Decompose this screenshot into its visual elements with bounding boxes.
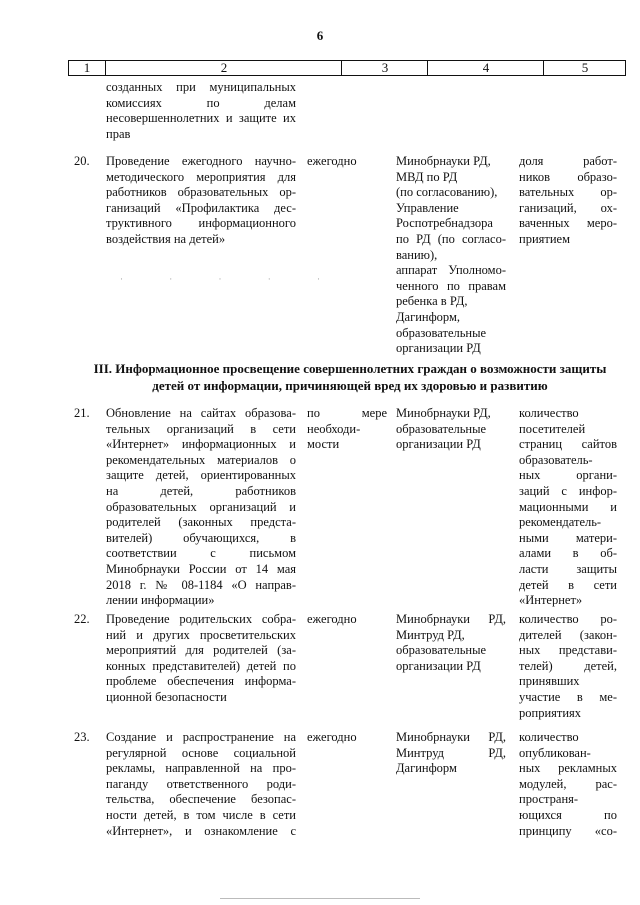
text-line: проблеме обеспечения информа- bbox=[106, 674, 296, 689]
indicator-line: ющихся по bbox=[519, 807, 617, 822]
executors-text bbox=[396, 406, 506, 453]
section-heading-line: детей от информации, причиняющей вред их здоровью и развитию bbox=[152, 378, 548, 393]
activity-text bbox=[106, 154, 296, 248]
indicator-line: ными матери- bbox=[519, 530, 617, 545]
indicator-line: посетителей bbox=[519, 421, 586, 436]
text-line: «Интернет» информационных и bbox=[106, 437, 296, 452]
column-number-2: 2 bbox=[105, 61, 342, 75]
exec-line: по РД (по согласо- bbox=[396, 231, 506, 246]
text-line: ний и других просветительских bbox=[106, 627, 296, 642]
exec-line: Минтруд РД, bbox=[396, 627, 465, 642]
text-line: воздействия на детей» bbox=[106, 231, 226, 246]
indicator-line: телей) детей, bbox=[519, 658, 617, 673]
activity-text bbox=[106, 406, 296, 609]
section-heading bbox=[80, 360, 620, 394]
indicator-line: количество bbox=[519, 730, 579, 744]
term-line: по мере bbox=[307, 406, 387, 420]
term-line: ежегодно bbox=[307, 730, 357, 744]
indicator-text bbox=[519, 406, 617, 609]
column-number-3: 3 bbox=[341, 61, 428, 75]
deadline-text bbox=[307, 406, 387, 453]
activity-text bbox=[106, 730, 296, 839]
column-number-5: 5 bbox=[543, 61, 626, 75]
column-number-1: 1 bbox=[83, 60, 91, 75]
deadline-text bbox=[307, 612, 387, 628]
deadline-text bbox=[307, 154, 387, 170]
text-line: мероприятий для родителей (за- bbox=[106, 643, 296, 658]
indicator-line: дителей (закон- bbox=[519, 627, 617, 642]
text-line: Создание и распространение на bbox=[106, 730, 296, 744]
indicator-line: количество bbox=[519, 406, 579, 420]
indicator-line: доля работ- bbox=[519, 154, 617, 168]
text-line: Проведение ежегодного научно- bbox=[106, 154, 296, 168]
page-number: 6 bbox=[316, 28, 324, 43]
exec-line: организации РД bbox=[396, 341, 481, 356]
indicator-line: ных органи- bbox=[519, 468, 617, 483]
text-line: родителей (законных предста- bbox=[106, 515, 296, 530]
exec-line: Дагинформ bbox=[396, 761, 457, 776]
exec-line: ченного по правам bbox=[396, 278, 506, 293]
indicator-line: ласти защиты bbox=[519, 561, 617, 576]
text-line: тельных организаций в сети bbox=[106, 421, 296, 436]
indicator-line: алами в об- bbox=[519, 546, 617, 561]
indicator-line: заций с инфор- bbox=[519, 483, 617, 498]
indicator-text bbox=[519, 612, 617, 721]
exec-line: Минобрнауки РД, bbox=[396, 154, 491, 168]
indicator-line: принципу «со- bbox=[519, 823, 617, 838]
exec-line: ребенка в РД, bbox=[396, 294, 468, 309]
exec-line: (по согласованию), bbox=[396, 185, 498, 200]
exec-line: Минобрнауки РД, bbox=[396, 406, 491, 420]
text-line: 2018 г. № 08-1184 «О направ- bbox=[106, 577, 296, 592]
exec-line: МВД по РД bbox=[396, 169, 458, 184]
text-line: защите детей, ориентированных bbox=[106, 468, 296, 483]
exec-line: Минобрнауки РД, bbox=[396, 730, 506, 744]
indicator-line: ваченных меро- bbox=[519, 216, 617, 231]
term-line: ежегодно bbox=[307, 612, 357, 626]
text-line: на детей, работников bbox=[106, 483, 296, 498]
text-line: ционной безопасности bbox=[106, 689, 227, 704]
exec-line: ванию), bbox=[396, 247, 438, 262]
indicator-line: участие в ме- bbox=[519, 689, 617, 704]
exec-line: организации РД bbox=[396, 437, 481, 452]
column-number-header-row bbox=[68, 60, 626, 76]
text-line: методического мероприятия для bbox=[106, 169, 296, 184]
text-line: конных представителей) детей по bbox=[106, 658, 296, 673]
indicator-line: ных рекламных bbox=[519, 761, 617, 776]
exec-line: образовательные bbox=[396, 325, 487, 340]
row-number: 23. bbox=[74, 730, 90, 744]
exec-line: Минтруд РД, bbox=[396, 745, 506, 760]
text-line: прав bbox=[106, 126, 131, 141]
section-heading-line: III. Информационное просвещение совершеннолетних граждан о возможности защиты bbox=[93, 361, 607, 376]
indicator-line: «Интернет» bbox=[519, 593, 583, 608]
indicator-line: ных представи- bbox=[519, 643, 617, 658]
term-line: необходи- bbox=[307, 421, 361, 436]
term-line: ежегодно bbox=[307, 154, 357, 168]
row-number: 22. bbox=[74, 612, 90, 626]
deadline-text bbox=[307, 730, 387, 746]
exec-line: Минобрнауки РД, bbox=[396, 612, 506, 626]
text-line: рекомендательных материалов о bbox=[106, 452, 296, 467]
indicator-line: страниц сайтов bbox=[519, 437, 617, 452]
indicator-line: приятием bbox=[519, 231, 570, 246]
text-line: «Интернет», и ознакомление с bbox=[106, 823, 296, 838]
executors-text bbox=[396, 730, 506, 777]
text-line: образовательных организаций и bbox=[106, 499, 296, 514]
text-line: труктивного информационного bbox=[106, 216, 296, 231]
indicator-line: образователь- bbox=[519, 452, 593, 467]
text-line: вителей) обучающихся, в bbox=[106, 530, 296, 545]
indicator-line: количество ро- bbox=[519, 612, 617, 626]
text-line: ности детей, в том числе в сети bbox=[106, 807, 296, 822]
indicator-line: пространя- bbox=[519, 792, 579, 807]
exec-line: Дагинформ, bbox=[396, 309, 461, 324]
activity-text bbox=[106, 80, 296, 142]
indicator-line: рекомендатель- bbox=[519, 515, 602, 530]
indicator-line: мационными и bbox=[519, 499, 617, 514]
text-line: лении информации» bbox=[106, 593, 215, 608]
indicator-line: модулей, рас- bbox=[519, 776, 617, 791]
indicator-text bbox=[519, 154, 617, 248]
text-line: Минобрнауки России от 14 мая bbox=[106, 561, 296, 576]
text-line: комиссиях по делам bbox=[106, 95, 296, 110]
text-line: рекламы, направленной на про- bbox=[106, 761, 296, 776]
indicator-line: ников образо- bbox=[519, 169, 617, 184]
executors-text bbox=[396, 154, 506, 357]
column-number-4: 4 bbox=[427, 61, 544, 75]
text-line: Проведение родительских собра- bbox=[106, 612, 296, 626]
scan-artifact-dots: · · · · · bbox=[120, 274, 342, 284]
text-line: работников образовательных ор- bbox=[106, 185, 296, 200]
exec-line: организации РД bbox=[396, 658, 481, 673]
indicator-line: ганизаций, ох- bbox=[519, 200, 617, 215]
activity-text bbox=[106, 612, 296, 706]
exec-line: Роспотребнадзора bbox=[396, 216, 493, 231]
row-number: 20. bbox=[74, 154, 90, 168]
bottom-scan-rule bbox=[220, 898, 420, 899]
text-line: соответствии с письмом bbox=[106, 546, 296, 561]
text-line: тельства, обеспечение безопас- bbox=[106, 792, 296, 807]
exec-line: образовательные bbox=[396, 421, 487, 436]
indicator-line: опубликован- bbox=[519, 745, 591, 760]
indicator-line: детей в сети bbox=[519, 577, 617, 592]
exec-line: образовательные bbox=[396, 643, 487, 658]
exec-line: Управление bbox=[396, 200, 459, 215]
text-line: созданных при муниципальных bbox=[106, 80, 296, 94]
text-line: ганизаций «Профилактика дес- bbox=[106, 200, 296, 215]
row-number: 21. bbox=[74, 406, 90, 420]
indicator-line: вательных ор- bbox=[519, 185, 617, 200]
text-line: паганду ответственного роди- bbox=[106, 776, 296, 791]
term-line: мости bbox=[307, 437, 340, 452]
executors-text bbox=[396, 612, 506, 674]
text-line: регулярной основе социальной bbox=[106, 745, 296, 760]
indicator-line: роприятиях bbox=[519, 705, 582, 720]
text-line: несовершеннолетних и защите их bbox=[106, 111, 296, 126]
indicator-line: принявших bbox=[519, 674, 580, 689]
exec-line: аппарат Уполномо- bbox=[396, 263, 506, 278]
text-line: Обновление на сайтах образова- bbox=[106, 406, 296, 420]
indicator-text bbox=[519, 730, 617, 839]
